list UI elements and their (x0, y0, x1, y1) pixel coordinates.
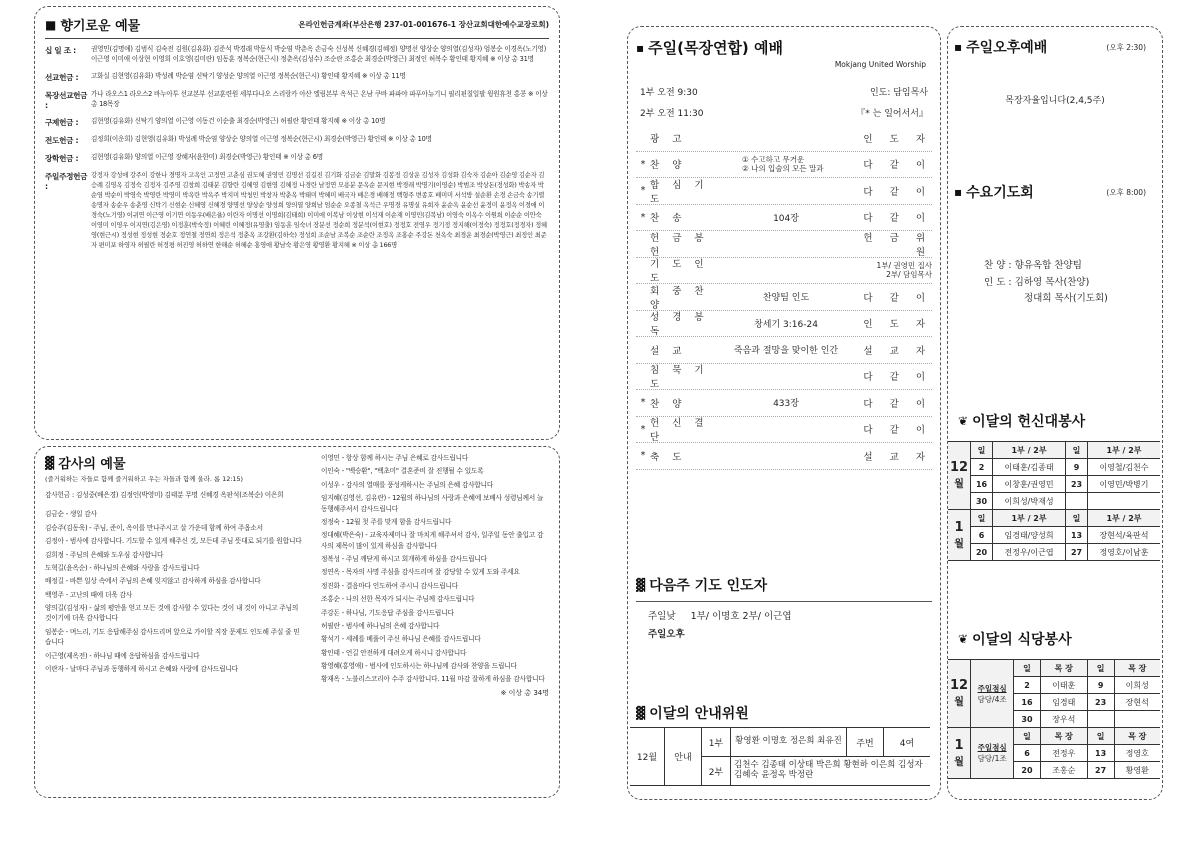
next-prayer-value-1: 1부/ 이명호 2부/ 이근엽 (690, 611, 792, 622)
offerings-panel (34, 6, 560, 440)
next-prayer-label-2: 주일오후 (648, 629, 685, 640)
list-item: 정복성 - 주님 깨닫게 하시고 회개하게 하심을 감사드립니다 (321, 555, 487, 563)
order-row: * 찬 양 ① 수고하고 무거운 ② 나의 입술의 모든 말과 다 같 이 (636, 152, 932, 179)
ushers-part-1: 1부 (702, 728, 731, 757)
kitchen-duty-title: 이달의 식당봉사 (972, 632, 1072, 648)
list-item: 김금순 - 생일 감사 (45, 510, 97, 519)
ushers-side-value: 4여 (884, 728, 931, 757)
bullet-icon: ▪ (636, 40, 643, 55)
ushers-title: 이달의 안내위원 (649, 706, 749, 722)
divider (636, 601, 932, 602)
worship-note: 『* 는 일어서서』 (856, 109, 928, 119)
list-item: 김정아 - 범사에 감사합니다. 기도할 수 있게 해주신 것, 모든데 주님 뜻대로 되기를 원합니다 (45, 537, 302, 546)
right-panel (947, 26, 1163, 800)
list-item: 주강돈 - 하나님, 기도응답 주심을 감사드립니다 (321, 608, 454, 617)
list-item: 정연옥 - 목자의 사명 주심을 감사드리며 잘 감당할 수 있게 도와 주세요 (321, 568, 520, 577)
list-item: 임봉순 - 며느리, 기도 응답해주심 감사드리며 앞으로 가이할 직장 문제도 인도해 주실 줄 믿습니다 (45, 627, 300, 647)
ushers-part-1-names: 황영환 이명호 정은희 최유진 (731, 728, 847, 757)
ushers-table (630, 727, 930, 786)
bullet-icon: ▪ (954, 40, 961, 54)
order-row: 기 도 인 도 1부/ 권영민 집사 2부/ 담임목사 (636, 258, 932, 285)
kitchen-dec-month: 12 (950, 678, 969, 693)
leaf-icon: ❦ (958, 632, 967, 646)
afternoon-time: (오후 2:30) (1106, 42, 1146, 52)
list-item: 정진화 - 결음마다 인도하여 주시니 감사드립니다 (321, 581, 459, 590)
gift-row: 목장선교헌금 : 가나 라오스1 라오스2 바누아투 선교본부 선교훈련원 세부다나오 스리랑카 아산 엘림본부 옥석근 온남 쿠바 파파야 파푸아뉴기니 필리핀칠일팔 윙원휴천 홍콩 ※ 이상 총 18목장 (45, 89, 548, 110)
order-row: * 찬 송 104장 다 같 이 (636, 205, 932, 232)
lead-value-1: 김하영 목사(찬양) (1014, 276, 1090, 288)
bullet-icon: ▓ (45, 455, 53, 470)
dec-month: 12 (950, 460, 969, 475)
bullet-icon: ▓ (636, 578, 644, 592)
divider (45, 38, 549, 39)
lead-label: 인 도 : (984, 276, 1012, 288)
ushers-part-2-names: 김천수 김종태 이상태 박은희 황현하 이은희 김성자 김혜숙 윤정옥 박정란 (731, 757, 931, 786)
worship-title: 주일(목장연합) 예배 (648, 39, 783, 57)
leaf-icon: ❦ (958, 414, 967, 428)
list-item: 조홍순 - 나의 선한 목자가 되시는 주님께 감사드립니다 (321, 595, 475, 604)
offerings-title: 향기로운 예물 (60, 19, 141, 34)
list-item: 양의길(김성자) - 삶의 평안을 얻고 모든 것에 감사할 수 있다는 것이 내 것이 아니고 주님의 것이기에 더욱 감사합니다 (45, 604, 299, 623)
afternoon-title: 주일오후예배 (966, 40, 1048, 56)
list-item: 이인숙 - "백승환", "백초미" 결혼준비 잘 진행될 수 있도록 (321, 467, 484, 476)
list-item: 김승주(김동욱) - 주님, 준이, 옥이를 만나주시고 살 가운데 함께 하여 주옵소서 (45, 523, 263, 532)
service-duty-title: 이달의 헌신대봉사 (972, 414, 1086, 430)
afternoon-text: 목장자율입니다(2,4,5주) (1005, 96, 1105, 106)
list-item: 감사헌금 : 김성중(배은경) 김정인(박영미) 김태분 무명 신혜경 옥판석(조복순) 이은희 (45, 491, 284, 499)
thanks-total: ※ 이상 총 34명 (500, 688, 549, 697)
next-prayer-section (636, 575, 932, 640)
praise-label: 찬 양 : (984, 260, 1012, 271)
next-prayer-title: 다음주 기도 인도자 (649, 578, 768, 594)
bullet-icon: ▓ (636, 706, 644, 720)
order-row: 헌 금 봉 헌 헌 금 위 원 (636, 231, 932, 258)
gift-row: 장학헌금 : 김현영(김유화) 양의열 이근영 장혜자(윤한미) 최경순(박영근) 황인태 ※ 이상 총 6명 (45, 152, 323, 163)
order-row: * 합 심 기 도 다 같 이 (636, 178, 932, 205)
gift-row: 주일주정헌금 : 강정자 강성애 강주이 강한나 경명자 고옥인 고정연 고춘심 권도혜 권영민 김명선 김길진 김기화 김금순 김말화 김봉정 김상운 김성자 김성화 김숙자 김순아 김순영 김순자 김승례 김영옥 김정숙 김정자 김주영 김창희 김태분 김향란 김혜영 김현영 김혜정 나경란 남정연 모용분 문옥순 문지현 박경래 박명기(이영순) 박범조 박상돈(정성화) 박송자 박순염 박순이 박영숙 박영란 박영미 박옥란 박옥주 박지미 박청민 박창자 박춘옥 박태미 박혜미 배국자 배은경 배해정 백형주 변종호 배미미 서석방 설순환 손경 손금숙 송기렬 송명자 송순우 송춘영 신탁기 신현순 신혜영 신혜경 양명선 양상순 양성희 양의열 양희남 엄순순 오종철 옥석근 우명경 유명실 유희자 윤순옥 윤순선 윤정미 윤정옥 이경애 이경숙(노기영) 이귀연 이근영 이기연 이동우(배은율) 이란자 이명선 이명희(김태희) 이미애 이복남 이상현 이석재 이순재 이영민(김복남) 이영숙 이옥수 이원희 이순순 이안숙 이영미 이영우 이지연(김은영) 이정훈(박숙정) 이혜린 이혜정(유영출) 임동훈 임숙녀 장분선 정순희 정분석(이현호) 정정호 전영우 정기정 정지해(이정숙) 정정호(정경자) 정혜영(현근시) 정성현 정성현 정순호 정연철 정연희 정은석 정춘옥 조강환(김하숙) 정성희 조순남 조복순 조순란 조정옥 조홍순 주강돈 천옥숙 최경운 최경순(박영근) 최정인 최준자 편미포 하영자 허필란 허정평 허진영 허하연 한해순 허혜순 홍영애 황남숙 황은영 황영환 황지혜 ※ 이상 총 166명 (45, 171, 547, 250)
list-item: 황인태 - 언길 안전하게 대려오게 하시니 감사합니다 (321, 648, 467, 657)
worship-time-2: 2부 오전 11:30 (640, 109, 704, 119)
thanks-left-column (45, 453, 313, 698)
gift-row: 선교헌금 : 고화실 김현영(김유화) 박성례 박순염 신탁기 양성순 양의열 이근영 정복순(현근시) 황인태 황지혜 ※ 이상 총 11명 (45, 71, 406, 82)
order-row: 침 묵 기 도 다 같 이 (636, 364, 932, 391)
thanks-title: 감사의 예물 (58, 457, 126, 472)
bullet-icon: ■ (45, 17, 55, 32)
ushers-month: 12월 (630, 728, 665, 786)
list-item: 배정길 - 바쁜 일상 속에서 주님의 은혜 잊지않고 감사하게 하심을 감사합니다 (45, 577, 261, 586)
list-item: 황석기 - 세례를 베풀어 주신 하나님 은혜를 감사드립니다 (321, 635, 481, 644)
offerings-account: 온라인헌금계좌(부산은행 237-01-001676-1 장산교회대한예수교장로회) (298, 20, 549, 29)
list-item: 허필란 - 범사에 하나님의 은혜 감사합니다 (321, 621, 440, 630)
wednesday-title: 수요기도회 (966, 185, 1034, 201)
list-item: 이성우 - 감사의 열매를 풍성케하시는 주님의 은혜 감사합니다 (321, 480, 494, 489)
order-row: * 찬 양 433장 다 같 이 (636, 390, 932, 417)
thanks-right-column (313, 453, 549, 698)
ushers-section (636, 703, 932, 723)
list-item: 도혁길(윤옥순) - 하나님의 은혜와 사랑을 감사드립니다 (45, 563, 200, 572)
list-item: 백영주 - 고난의 때에 더욱 감사 (45, 590, 132, 599)
worship-order (636, 125, 932, 470)
order-row: 설 교 죽음과 절망을 맞이한 인간 설 교 자 (636, 337, 932, 364)
order-row: 회 중 찬 양 찬양팀 인도 다 같 이 (636, 284, 932, 311)
praise-value: 향유옥합 찬양팀 (1014, 260, 1082, 271)
ushers-side-label: 주번 (847, 728, 884, 757)
lead-value-2: 정대희 목사(기도회) (1024, 293, 1108, 305)
next-prayer-label-1: 주일낮 (648, 611, 676, 622)
list-item: 정대혜(박은숙) - 교육자제미나 잘 마치게 해주셔서 감사, 일주일 동안 출입고 감사의 제목이 많이 있게 하심을 감사합니다 (321, 531, 544, 550)
list-item: 이영민 - 항상 함께 하시는 주님 은혜로 감사드립니다 (321, 454, 469, 462)
list-item: 이근영(제옥전) - 하나님 때에 응답하심을 감사드립니다 (45, 651, 200, 660)
list-item: 김희정 - 주님의 은혜와 도우심 감사합니다 (45, 550, 164, 559)
offerings-list (45, 45, 549, 251)
wednesday-time: (오후 8:00) (1106, 187, 1146, 197)
gift-row: 십 일 조 : 권영민(김명애) 김범식 김숙전 김원(김유화) 김준석 박경래 박동식 박순염 박춘옥 손금숙 신성복 신혜경(김혜정) 양명선 양상순 양의열(김성자) 엄봉순 이경옥(노기영) 이근영 이미애 이상현 이영희 이호영(김미란) 임동훈 정복순(현근시) 정춘옥(김성수) 조순란 조홍순 최경순(박영근) 최정인 허복수 황인태 황지혜 ※ 이상 총 31명 (45, 45, 547, 63)
worship-leader: 인도: 담임목사 (869, 88, 928, 98)
thanks-subtitle: (즐거워하는 자들로 함께 즐거워하고 우는 자들과 함께 울라. 롬 12:15) (45, 475, 244, 483)
gift-row: 전도헌금 : 김정희(이운희) 김현영(김유화) 박성례 박순염 양상순 양의열 이근영 정복순(현근시) 최경순(박영근) 황인태 ※ 이상 총 10명 (45, 134, 432, 145)
list-item: 황재옥 - 노블리스코리아 수주 감사합니다. 11월 마감 잘하게 하심을 감사합니다 (321, 675, 545, 684)
order-row: 성 경 봉 독 창세기 3:16-24 인 도 자 (636, 311, 932, 338)
thanks-panel (34, 446, 560, 798)
kitchen-jan-month: 1 (954, 737, 964, 753)
bullet-icon: ▪ (954, 185, 961, 199)
list-item: 황영혜(홍영애) - 범사에 인도하시는 하나님께 감사와 찬양을 드립니다 (321, 662, 517, 670)
list-item: 정정숙 - 12월 첫 주를 맞게 함을 감사드립니다 (321, 517, 452, 526)
jan-month: 1 (954, 519, 964, 535)
list-item: 이란자 - 날마다 주님과 동행하게 하시고 은혜와 사랑에 감사드립니다 (45, 664, 238, 673)
kitchen-duty-table: 12 월 주일점심 담당/4조 일 목 장 일 목 장 2 이태훈 9 이희성 16 임경태 23 장현석 30 장우석 1 월 주일점심 담당/1조 일 목 장 일 목 장 6 전정우 13 정영호 20 조홍순 27 황영환 (948, 659, 1160, 779)
ushers-role: 안내 (665, 728, 702, 786)
order-row: * 헌 신 결 단 다 같 이 (636, 417, 932, 444)
order-row: * 축 도 설 교 자 (636, 443, 932, 470)
worship-subtitle: Mokjang United Worship (834, 60, 926, 69)
list-item: 임지혜(김영선, 김유란) - 12월의 하나님의 사랑과 은혜에 보배사 성령님께서 늘 동행해주셔서 감사드립니다 (321, 494, 544, 513)
worship-time-1: 1부 오전 9:30 (640, 88, 698, 98)
ushers-part-2: 2부 (702, 757, 731, 786)
order-row: 광 고 인 도 자 (636, 125, 932, 152)
service-duty-table: 12 월 일 1부 / 2부 일 1부 / 2부 2 이태훈/김종태 9 이영철/김천수 16 이창훈/권영민 23 이영민/박병기 30 이희성/박재성 1 월 일 1부 / 2부 일 1부 / 2부 6 임경태/양성희 13 장현석/육판석 20 전정우/이근엽 27 정영호/이남훈 (948, 441, 1160, 561)
worship-panel (627, 26, 941, 800)
gift-row: 구제헌금 : 김현영(김유화) 신탁기 양의열 이근영 이동건 이순출 최경순(박영근) 허필란 황인태 황지혜 ※ 이상 총 10명 (45, 116, 386, 127)
